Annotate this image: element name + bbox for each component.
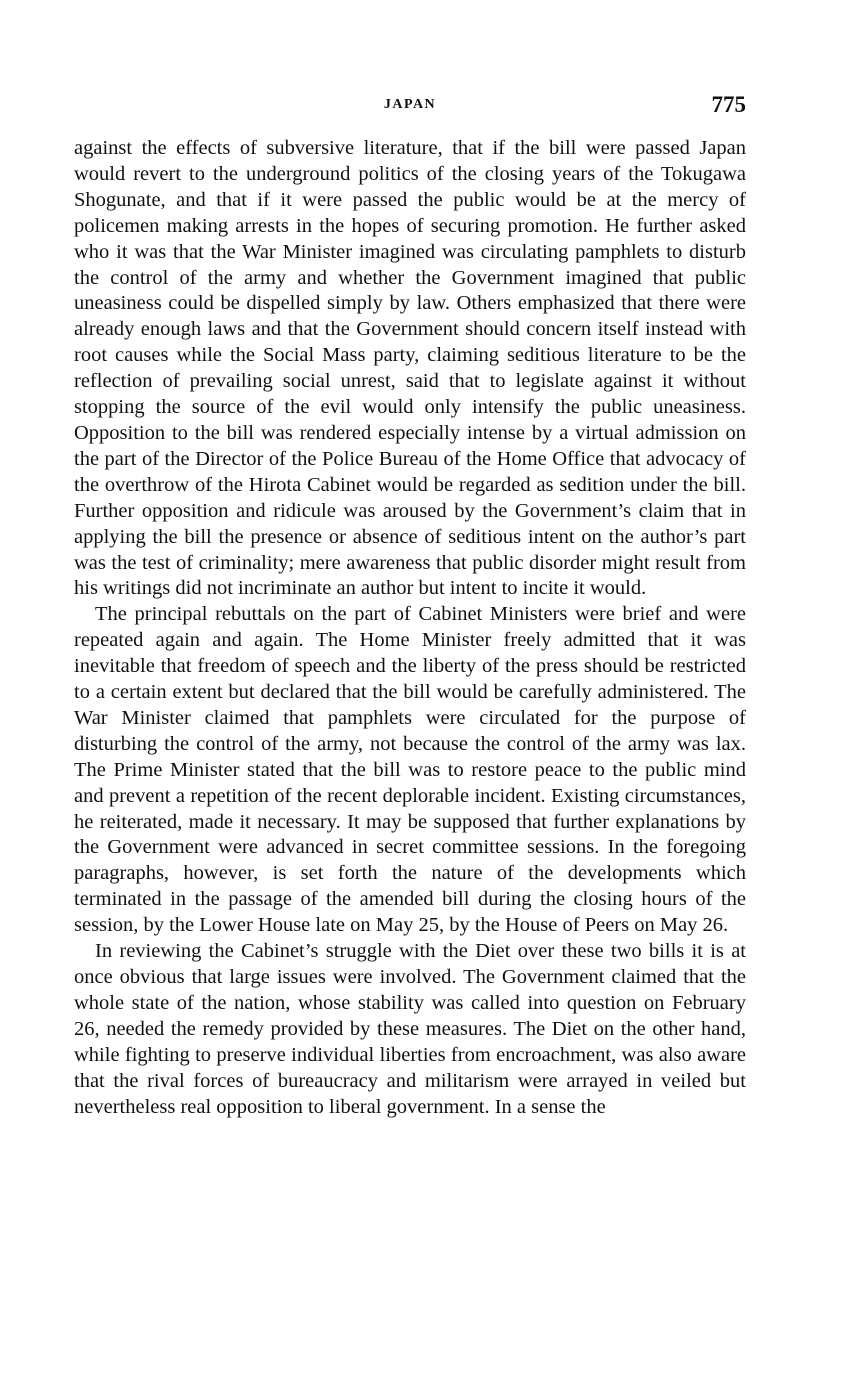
paragraph-rebuttals: The principal rebuttals on the part of Cabinet Ministers were brief and were repeated again and again. The Home Minister freely admitted that it was inevitable that freedom of speech and the liberty of the press should be restricted to a certain extent but declared that the bill would be carefully administered. The War Minister claimed that pamphlets were circulated for the purpose of disturbing the control of the army, not because the control of the army was lax. The Prime Minister stated that the bill was to restore peace to the public mind and prevent a repetition of the recent deplorable incident. Existing circumstances, he reiterated, made it necessary. It may be supposed that further explanations by the Government were advanced in secret committee sessions. In the foregoing paragraphs, however, is set forth the nature of the developments which terminated in the passage of the amended bill during the closing hours of the session, by the Lower House late on May 25, by the House of Peers on May 26. [74, 603, 746, 937]
running-header [74, 92, 746, 122]
paragraph-review: In reviewing the Cabinet’s struggle with the Diet over these two bills it is at once obvious that large issues were involved. The Government claimed that the whole state of the nation, whose stability was called into question on February 26, needed the remedy provided by these measures. The Diet on the other hand, while fighting to preserve individual liberties from encroachment, was also aware that the rival forces of bureaucracy and militarism were arrayed in veiled but nevertheless real opposition to liberal government. In a sense the [74, 940, 746, 1118]
body-text [74, 136, 746, 1120]
page-number: 775 [711, 92, 746, 117]
paragraph-continued: against the effects of subversive literature, that if the bill were passed Japan would revert to the underground politics of the closing years of the Tokugawa Shogunate, and that if it were passed the public would be at the mercy of policemen making arrests in the hopes of securing promotion. He further asked who it was that the War Minister imagined was circulating pamphlets to disturb the control of the army and whether the Government imagined that public uneasiness could be dispelled simply by law. Others emphasized that there were already enough laws and that the Government should concern itself instead with root causes while the Social Mass party, claiming seditious literature to be the reflection of prevailing social unrest, said that to legislate against it without stopping the source of the evil would only intensify the public uneasiness. Opposition to the bill was rendered especially intense by a virtual admission on the part of the Director of the Police Bureau of the Home Office that advocacy of the overthrow of the Hirota Cabinet would be regarded as sedition under the bill. Further opposition and ridicule was aroused by the Government’s claim that in applying the bill the presence or absence of seditious intent on the author’s part was the test of criminality; mere awareness that public disorder might result from his writings did not incriminate an author but intent to incite it would. [74, 137, 746, 600]
running-title: JAPAN [383, 97, 437, 112]
